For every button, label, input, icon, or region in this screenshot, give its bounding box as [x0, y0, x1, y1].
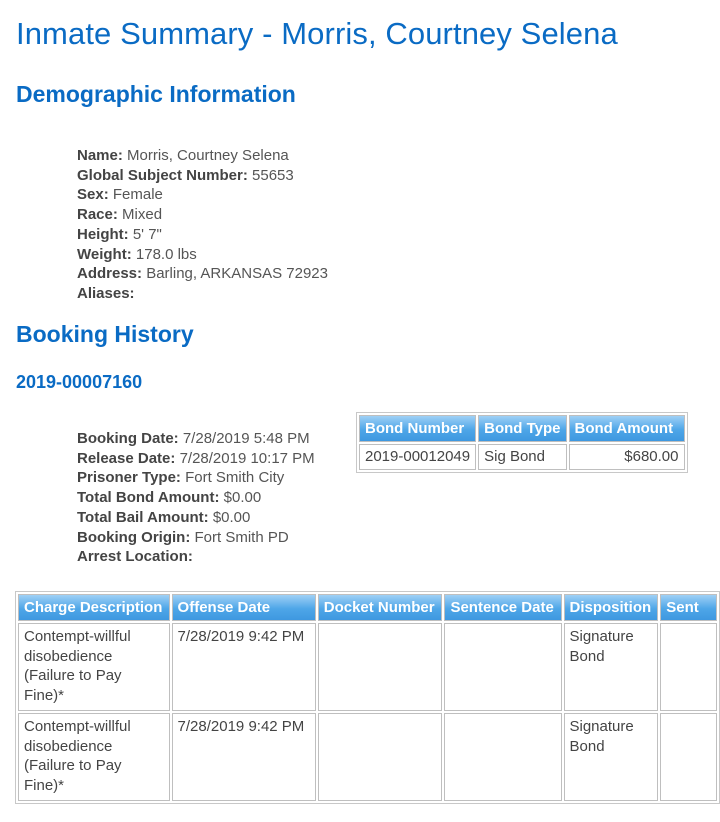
bond-number-cell: 2019-00012049: [359, 444, 476, 470]
charge-table-header: [18, 594, 717, 621]
field-sex: Sex: Female: [77, 186, 163, 204]
booking-history-heading: Booking History: [16, 321, 194, 347]
docket-number-header: Docket Number: [318, 594, 443, 621]
field-booking-origin: Booking Origin: Fort Smith PD: [77, 528, 289, 546]
charge-table: [15, 591, 720, 804]
sentence-date-cell: [444, 713, 561, 801]
charge-description-header: Charge Description: [18, 594, 170, 621]
docket-number-cell: [318, 713, 443, 801]
field-height: Height: 5' 7": [77, 225, 162, 243]
page-title: Inmate Summary - Morris, Courtney Selena: [16, 16, 618, 51]
field-release-date: Release Date: 7/28/2019 10:17 PM: [77, 449, 315, 467]
field-total-bail-amount: Total Bail Amount: $0.00: [77, 508, 251, 526]
field-address: Address: Barling, ARKANSAS 72923: [77, 265, 328, 283]
offense-date-cell: 7/28/2019 9:42 PM: [172, 713, 316, 801]
bond-type-header: Bond Type: [478, 415, 566, 442]
table-row: [18, 713, 717, 801]
field-race: Race: Mixed: [77, 206, 163, 224]
disposition-header: Disposition: [564, 594, 659, 621]
field-weight: Weight: 178.0 lbs: [77, 245, 197, 263]
disposition-cell: Signature Bond: [564, 623, 659, 711]
sent-header: Sent: [660, 594, 717, 621]
sentence-date-header: Sentence Date: [444, 594, 561, 621]
charge-description-cell: Contempt-willful disobedience (Failure to Pay Fine)*: [18, 623, 170, 711]
bond-table: [356, 412, 688, 473]
docket-number-cell: [318, 623, 443, 711]
offense-date-header: Offense Date: [172, 594, 316, 621]
field-total-bond-amount: Total Bond Amount: $0.00: [77, 489, 262, 507]
demographic-info: [77, 146, 328, 304]
bond-table-header: [359, 415, 685, 442]
bond-amount-cell: $680.00: [569, 444, 685, 470]
offense-date-cell: 7/28/2019 9:42 PM: [172, 623, 316, 711]
field-global-subject-number: Global Subject Number: 55653: [77, 166, 294, 184]
field-booking-date: Booking Date: 7/28/2019 5:48 PM: [77, 430, 310, 447]
bond-number-header: Bond Number: [359, 415, 476, 442]
disposition-cell: Signature Bond: [564, 713, 659, 801]
booking-info: [77, 429, 315, 567]
table-row: [18, 623, 717, 711]
sent-cell: [660, 713, 717, 801]
charge-description-cell: Contempt-willful disobedience (Failure to Pay Fine)*: [18, 713, 170, 801]
bond-amount-header: Bond Amount: [569, 415, 685, 442]
field-prisoner-type: Prisoner Type: Fort Smith City: [77, 469, 285, 487]
field-name: Name: Morris, Courtney Selena: [77, 147, 289, 164]
booking-number: 2019-00007160: [16, 372, 143, 392]
field-arrest-location: Arrest Location:: [77, 548, 193, 566]
field-aliases: Aliases:: [77, 284, 135, 302]
bond-type-cell: Sig Bond: [478, 444, 566, 470]
table-row: [359, 444, 685, 470]
demographic-heading: Demographic Information: [16, 81, 296, 107]
sentence-date-cell: [444, 623, 561, 711]
sent-cell: [660, 623, 717, 711]
